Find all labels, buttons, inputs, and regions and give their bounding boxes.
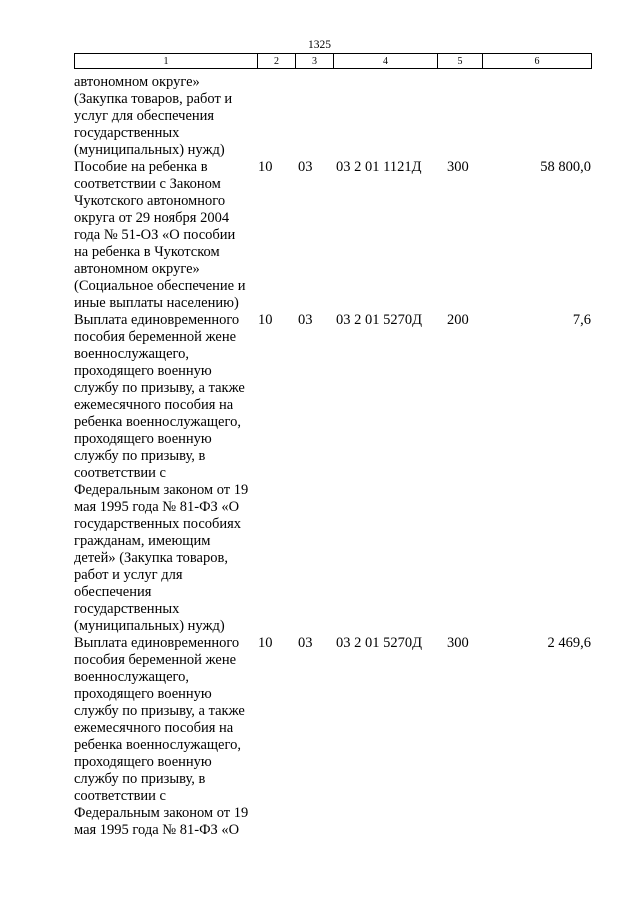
row-name: Пособие на ребенка в соответствии с Законом Чукотского автономного округа от 29 ноября 2004 года № 51-ОЗ «О пособии на ребенка в Чукотском автономном округе» (Социальное обеспечение и иные выплаты населению) xyxy=(74,159,246,311)
row-name: автономном округе» (Закупка товаров, работ и услуг для обеспечения государственных (муниципальных) нужд) xyxy=(74,74,233,158)
row-section: 10 xyxy=(258,635,273,651)
column-number-1: 1 xyxy=(75,54,258,69)
row-target-code: 03 2 01 5270Д xyxy=(336,635,423,651)
table-row xyxy=(74,74,594,159)
row-subsection: 03 xyxy=(298,312,313,328)
column-number-2: 2 xyxy=(258,54,296,69)
row-section: 10 xyxy=(258,159,273,175)
row-expense-type: 300 xyxy=(447,635,469,651)
row-subsection: 03 xyxy=(298,635,313,651)
table-row xyxy=(74,312,594,635)
row-target-code: 03 2 01 1121Д xyxy=(336,159,422,175)
column-number-6: 6 xyxy=(483,54,592,69)
column-number-5: 5 xyxy=(438,54,483,69)
column-numbers-header xyxy=(74,53,592,69)
row-target-code: 03 2 01 5270Д xyxy=(336,312,423,328)
row-expense-type: 200 xyxy=(447,312,469,328)
column-number-4: 4 xyxy=(334,54,438,69)
row-section: 10 xyxy=(258,312,273,328)
row-subsection: 03 xyxy=(298,159,313,175)
column-number-3: 3 xyxy=(296,54,334,69)
row-amount: 58 800,0 xyxy=(540,159,591,175)
row-name: Выплата единовременного пособия беременной жене военнослужащего, проходящего военную службу по призыву, а также ежемесячного пособия на ребенка военнослужащего, проходящего военную службу по призыву, в соответствии с Федеральным законом от 19 мая 1995 года № 81-ФЗ «О государственных пособиях гражданам, имеющим детей» (Закупка товаров, работ и услуг для обеспечения государственных (муниципальных) нужд) xyxy=(74,312,249,634)
row-expense-type: 300 xyxy=(447,159,469,175)
row-amount: 7,6 xyxy=(572,312,591,328)
row-amount: 2 469,6 xyxy=(547,635,591,651)
budget-table-body xyxy=(74,74,594,839)
row-name: Выплата единовременного пособия беременной жене военнослужащего, проходящего военную службу по призыву, а также ежемесячного пособия на ребенка военнослужащего, проходящего военную службу по призыву, в соответствии с Федеральным законом от 19 мая 1995 года № 81-ФЗ «О xyxy=(74,635,249,838)
page-number: 1325 xyxy=(308,39,331,51)
table-row xyxy=(74,635,594,839)
table-row xyxy=(74,159,594,312)
